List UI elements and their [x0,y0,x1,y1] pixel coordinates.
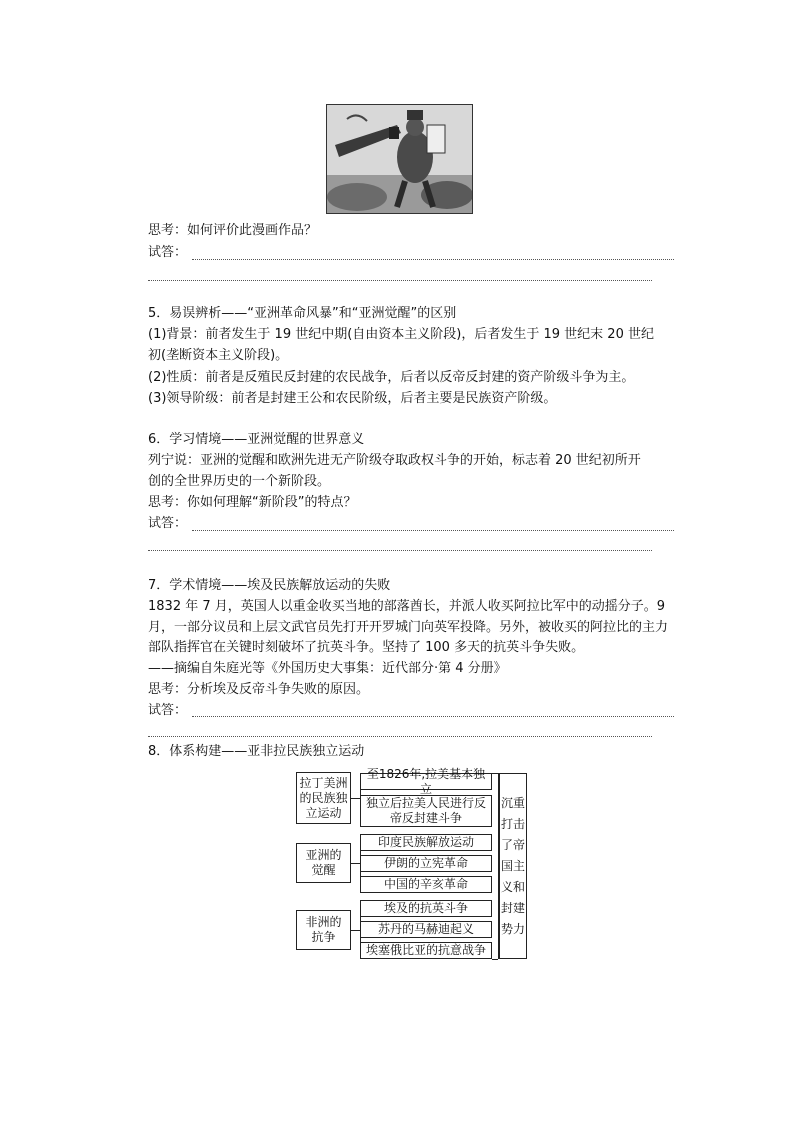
group-asia-line1: 亚洲的 [305,848,342,862]
answer-line-2a[interactable] [192,530,674,531]
result-line2: 打击 [500,816,525,831]
section-7-think: 思考：分析埃及反帝斗争失败的原因。 [148,682,370,697]
section-5-p1b: 初(垄断资本主义阶段)。 [148,348,289,363]
item-latin-2 [360,795,492,827]
result-line4: 国主 [500,858,525,873]
section-5-p2: (2)性质：前者是反殖民反封建的农民战争，后者以反帝反封建的资产阶级斗争为主。 [148,370,635,385]
group-asia-line2: 觉醒 [311,863,336,877]
connector [351,863,360,864]
section-8-title: 8．体系构建——亚非拉民族独立运动 [148,744,365,759]
group-latin-america-line3: 立运动 [305,805,342,820]
group-africa-line1: 非洲的 [305,915,342,929]
section-5-title: 5．易误辨析——“亚洲革命风暴”和“亚洲觉醒”的区别 [148,306,457,321]
group-latin-america [296,772,351,824]
group-asia [296,843,351,883]
answer-line-1a[interactable] [192,259,674,260]
answer-label-2: 试答： [148,516,188,531]
result-line5: 义和 [500,879,525,894]
section-6-p1a: 列宁说：亚洲的觉醒和欧洲先进无产阶级夺取政权斗争的开始，标志着 20 世纪初所开 [148,453,641,468]
think-question-1: 思考：如何评价此漫画作品？ [148,223,318,238]
section-6-think: 思考：你如何理解“新阶段”的特点？ [148,495,357,510]
result-box [499,773,527,959]
group-africa-line2: 抗争 [311,930,336,944]
group-africa [296,910,351,950]
item-latin-2-line1: 独立后拉美人民进行反 [365,796,486,810]
cartoon-image [326,104,473,214]
section-7-p1b: 月，一部分议员和上层文武官员先打开开罗城门向英军投降。另外，被收买的阿拉比的主力 [148,620,669,635]
item-africa-3: 埃塞俄比亚的抗意战争 [360,942,492,959]
result-line6: 封建 [500,900,525,915]
item-latin-2-line2: 帝反封建斗争 [389,811,462,825]
result-line1: 沉重 [500,795,525,810]
item-africa-2: 苏丹的马赫迪起义 [360,921,492,938]
item-latin-1: 至1826年,拉美基本独立 [360,773,492,790]
section-6-p1b: 创的全世界历史的一个新阶段。 [148,474,331,489]
section-7-source: ——摘编自朱庭光等《外国历史大事集：近代部分·第 4 分册》 [148,661,507,676]
cartoon-illustration [327,105,472,213]
item-africa-1: 埃及的抗英斗争 [360,900,492,917]
section-5-p3: (3)领导阶级：前者是封建王公和农民阶级，后者主要是民族资产阶级。 [148,391,557,406]
section-7-p1a: 1832 年 7 月，英国人以重金收买当地的部落酋长，并派人收买阿拉比军中的动摇分子。9 [148,599,666,614]
section-7-p1c: 部队指挥官在关键时刻破坏了抗英斗争。坚持了 100 多天的抗英斗争失败。 [148,640,585,655]
answer-line-3b[interactable] [148,736,652,737]
item-asia-3: 中国的辛亥革命 [360,876,492,893]
section-5-p1a: (1)背景：前者发生于 19 世纪中期(自由资本主义阶段)，后者发生于 19 世纪末 20 世纪 [148,327,654,342]
answer-line-1b[interactable] [148,280,652,281]
answer-label-1: 试答： [148,245,188,260]
connector [492,959,498,960]
answer-label-3: 试答： [148,703,188,718]
item-asia-2: 伊朗的立宪革命 [360,855,492,872]
group-latin-america-line1: 拉丁美洲 [299,775,348,790]
item-asia-1: 印度民族解放运动 [360,834,492,851]
connector [492,773,498,774]
result-line7: 势力 [500,921,525,936]
result-line3: 了帝 [500,837,525,852]
connector [351,798,360,799]
answer-line-2b[interactable] [148,550,652,551]
answer-line-3a[interactable] [192,716,674,717]
group-latin-america-line2: 的民族独 [299,790,348,805]
section-7-title: 7．学术情境——埃及民族解放运动的失败 [148,578,391,593]
connector [351,930,360,931]
section-6-title: 6．学习情境——亚洲觉醒的世界意义 [148,432,365,447]
